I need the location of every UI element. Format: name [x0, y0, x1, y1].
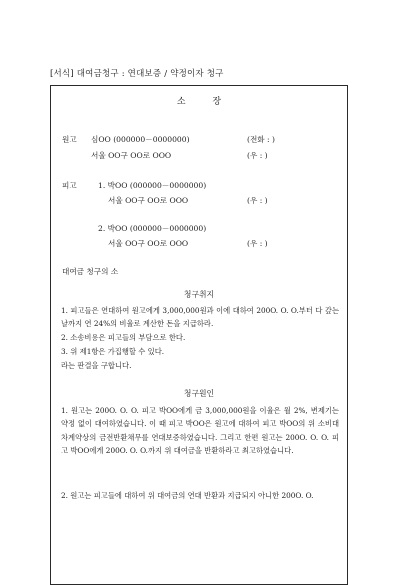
claim-cause-item-1: 1. 원고는 200O. O. O. 피고 박OO에게 금 3,000,000원을 이율은 월 2%, 변제기는 약정 없이 대여하였습니다. 이 때 피고 박OO은 원고에 대하여 피고 박OO의 위 소비대차계약상의 금전반환채무를 연대보증하였습니다. 그리고 한편 원고는 200O. O. O. 피고 박OO에게 200O. O. O.까지 위 대여금을 반환하라고 최고하였습니다. — [61, 406, 339, 455]
plaintiff-address: 서울 OO구 OO로 OOO — [91, 151, 172, 160]
form-caption: [서식] 대여금청구 : 연대보증 / 약정이자 청구 — [50, 69, 224, 79]
defendant-2-zip: (우 : ) — [247, 239, 268, 248]
defendant-1-name: 1. 박OO (000000－0000000) — [98, 181, 207, 190]
claim-purpose-closing: 라는 판결을 구합니다. — [61, 361, 132, 370]
plaintiff-label: 원고 — [62, 135, 77, 144]
claim-purpose-item-2: 2. 소송비용은 피고들의 부담으로 한다. — [61, 333, 186, 342]
claim-purpose-heading: 청구취지 — [183, 290, 215, 299]
case-name: 대여금 청구의 소 — [62, 267, 119, 276]
document-frame — [50, 85, 348, 585]
document-title: 소 장 — [176, 97, 222, 107]
claim-purpose-item-1: 1. 피고들은 연대하여 원고에게 3,000,000원과 이에 대하여 200O. O. O.부터 다 갚는 날까지 연 24%의 비율로 계산한 돈을 지급하라. — [61, 306, 339, 329]
plaintiff-phone: (전화 : ) — [247, 135, 275, 144]
claim-cause-item-2: 2. 원고는 피고들에 대하여 위 대여금의 연대 반환과 지급되지 아니한 200O. O. — [61, 491, 314, 500]
plaintiff-name: 심OO (000000－0000000) — [91, 135, 190, 144]
claim-purpose-item-3: 3. 위 제1항은 가집행할 수 있다. — [61, 347, 165, 356]
defendant-2-name: 2. 박OO (000000－0000000) — [98, 224, 207, 233]
plaintiff-zip: (우 : ) — [247, 151, 268, 160]
defendant-1-address: 서울 OO구 OO로 OOO — [108, 196, 189, 205]
defendant-1-zip: (우 : ) — [247, 196, 268, 205]
defendant-label: 피고 — [62, 181, 77, 190]
defendant-2-address: 서울 OO구 OO로 OOO — [108, 239, 189, 248]
claim-cause-heading: 청구원인 — [183, 389, 215, 398]
